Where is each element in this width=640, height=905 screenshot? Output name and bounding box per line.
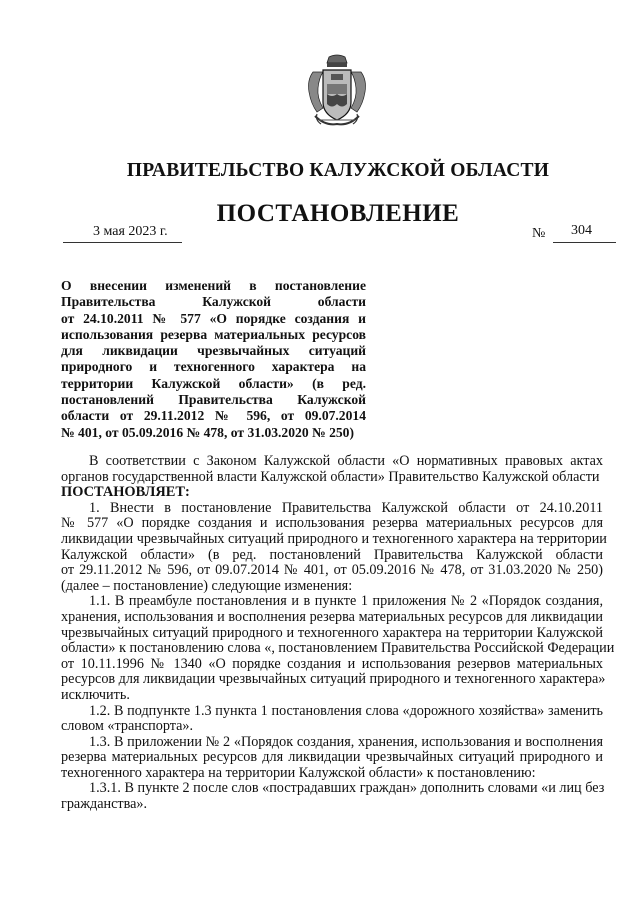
body-line: исключить. bbox=[61, 686, 130, 703]
body-line: Калужской области» (в ред. постановлений Правительства Калужской области bbox=[61, 546, 603, 563]
subject-line: использования резерва материальных ресурсов bbox=[61, 326, 366, 342]
document-number: 304 bbox=[571, 223, 592, 238]
subject-line: постановлений Правительства Калужской bbox=[61, 392, 366, 408]
body-line: от 10.11.1996 № 1340 «О порядке создания и использования резервов материальных bbox=[61, 655, 603, 672]
subject-line: для ликвидации чрезвычайных ситуаций bbox=[61, 343, 366, 359]
body-line: № 577 «О порядке создания и использования резерва материальных ресурсов для bbox=[61, 515, 603, 532]
body-line: чрезвычайных ситуаций природного и техногенного характера на территории Калужской bbox=[61, 624, 603, 641]
organization-title: ПРАВИТЕЛЬСТВО КАЛУЖСКОЙ ОБЛАСТИ bbox=[126, 160, 550, 181]
body-line: (далее – постановление) следующие изменения: bbox=[61, 577, 353, 594]
coat-of-arms-icon bbox=[305, 54, 369, 130]
body-line: В соответствии с Законом Калужской области «О нормативных правовых актах bbox=[89, 453, 603, 469]
body-line: техногенного характера на территории Калужской области» к постановлению: bbox=[61, 764, 536, 781]
date-field bbox=[63, 224, 182, 243]
subject-line: от 24.10.2011 № 577 «О порядке создания и bbox=[61, 310, 366, 326]
body-line: 1.2. В подпункте 1.3 пункта 1 постановления слова «дорожного хозяйства» заменить bbox=[89, 702, 603, 719]
subject-line: территории Калужской области» (в ред. bbox=[61, 375, 366, 391]
body-line: ресурсов для ликвидации чрезвычайных ситуаций природного и техногенного характера» bbox=[61, 671, 606, 688]
body-line: словом «транспорта». bbox=[61, 718, 194, 735]
document-date: 3 мая 2023 г. bbox=[93, 224, 168, 239]
body-line: 1.3.1. В пункте 2 после слов «пострадавших граждан» дополнить словами «и лиц без bbox=[89, 780, 605, 797]
body-line: ликвидации чрезвычайных ситуаций природного и техногенного характера на территории bbox=[61, 530, 607, 547]
body-line: органов государственной власти Калужской области» Правительство Калужской области bbox=[61, 468, 600, 485]
body-line: резерва материальных ресурсов для ликвидации чрезвычайных ситуаций природного и bbox=[61, 749, 603, 766]
number-sign: № bbox=[532, 226, 546, 241]
body-line: гражданства». bbox=[61, 796, 148, 813]
body-line: хранения, использования и восполнения резерва материальных ресурсов для ликвидации bbox=[61, 608, 603, 625]
decree-keyword: ПОСТАНОВЛЯЕТ: bbox=[61, 484, 190, 501]
subject-line: природного и техногенного характера на bbox=[61, 359, 366, 375]
subject-line: Правительства Калужской области bbox=[61, 294, 366, 310]
body-line: 1.3. В приложении № 2 «Порядок создания, хранения, использования и восполнения bbox=[89, 733, 603, 750]
body-line: 1.1. В преамбуле постановления и в пункте 1 приложения № 2 «Порядок создания, bbox=[89, 593, 603, 610]
subject-line: О внесении изменений в постановление bbox=[61, 278, 366, 293]
body-line: от 29.11.2012 № 596, от 09.07.2014 № 401, от 05.09.2016 № 478, от 31.03.2020 № 250) bbox=[61, 562, 603, 579]
document-subject bbox=[61, 278, 366, 441]
document-type-heading: ПОСТАНОВЛЕНИЕ bbox=[216, 200, 460, 227]
number-field bbox=[532, 223, 616, 242]
document-body bbox=[61, 453, 615, 813]
subject-line: области от 29.11.2012 № 596, от 09.07.2014 bbox=[61, 408, 366, 424]
body-line: области» к постановлению слова «, постановлением Правительства Российской Федерации bbox=[61, 640, 615, 657]
subject-line: № 401, от 05.09.2016 № 478, от 31.03.2020 № 250) bbox=[61, 424, 354, 440]
body-line: 1. Внести в постановление Правительства Калужской области от 24.10.2011 bbox=[89, 499, 603, 516]
